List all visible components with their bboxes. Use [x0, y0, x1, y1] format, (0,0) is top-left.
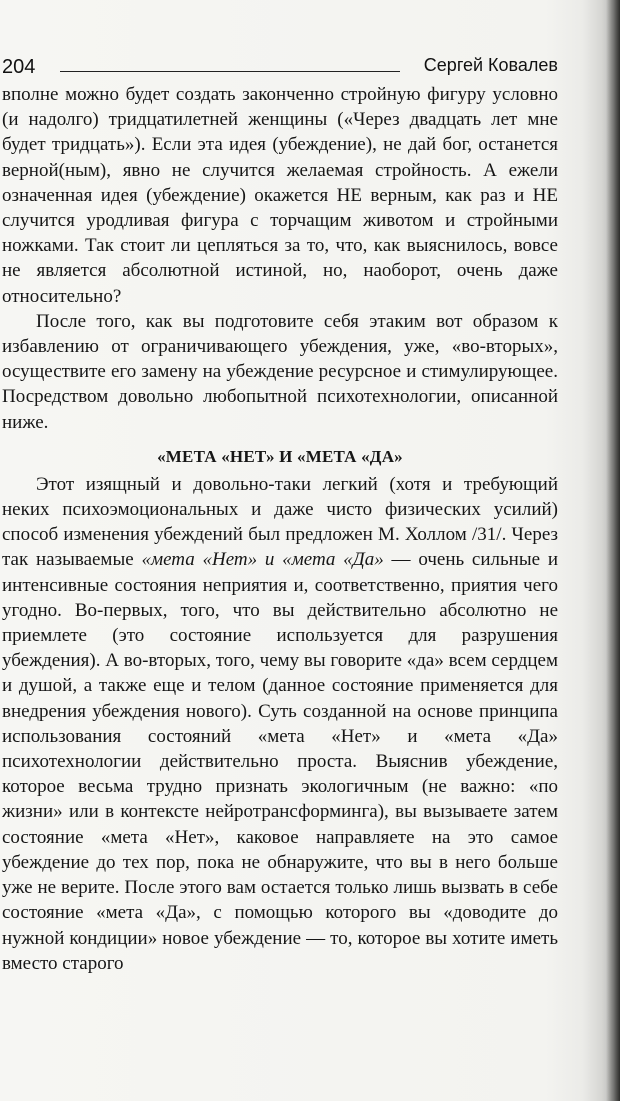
paragraph-3-start: Этот изящный и довольно-таки легкий (хотя и требующий неких психоэмоциональных и даже чисто физических усилий) способ изменения убеждений был предложен М. Холлом /31/. Через так называемые — [2, 473, 558, 571]
paragraph-3-italic-term: «мета «Нет» и «мета «Да» — [141, 549, 384, 571]
paragraph-3 — [2, 472, 558, 976]
paragraph-2: После того, как вы подготовите себя этаким вот образом к избавлению от ограничивающего убеждения, уже, «во-вторых», осуществите его замену на убеждение ресурсное и стимулирующее. Посредством довольно любопытной психотехнологии, описанной ниже. — [2, 310, 558, 433]
page-number: 204 — [2, 56, 36, 78]
paragraph-1: вполне можно будет создать законченно стройную фигуру условно (и надолго) тридцатилетней женщины («Через двадцать лет мне будет тридцать»). Если эта идея (убеждение), не дай бог, останется верной(ным), явно не случится желаемая стройность. А ежели означенная идея (убеждение) окажется НЕ верным, как раз и НЕ случится уродливая фигура с торчащим животом и стройными ножками. Так стоит ли цепляться за то, что, как выяснилось, вовсе не является абсолютной истиной, но, наоборот, очень даже относительно? — [2, 84, 558, 307]
paragraph-3-end: — очень сильные и интенсивные состояния неприятия и, соответственно, приятия чего угодно. Во-первых, того, что вы действительно абсолютно не приемлете (это состояние используется для разрушения убеждения). А во-вторых, того, чему вы говорите «да» всем сердцем и душой, а также еще и телом (данное состояние применяется для внедрения убеждения нового). Суть созданной на основе принципа использования состояний «мета «Нет» и «мета «Да» психотехнологии действительно проста. Выяснив убеждение, которое весьма трудно признать экологичным (не важно: «по жизни» или в контексте нейротрансформинга), вы вызываете затем состояние «мета «Нет», каковое направляете на это самое убеждение до тех пор, пока не обнаружите, что вы в него больше уже не верите. После этого вам остается только лишь вызвать в себе состояние «мета «Да», с помощью которого вы «доводите до нужной кондиции» новое убеждение — то, которое вы хотите иметь вместо старого — [2, 549, 558, 974]
section-heading: «МЕТА «НЕТ» И «МЕТА «ДА» — [157, 446, 403, 466]
header-rule — [60, 71, 400, 72]
page-body — [2, 82, 558, 976]
book-spine-shadow — [606, 0, 620, 1101]
running-head: Сергей Ковалев — [423, 55, 558, 75]
page-header — [2, 52, 558, 80]
